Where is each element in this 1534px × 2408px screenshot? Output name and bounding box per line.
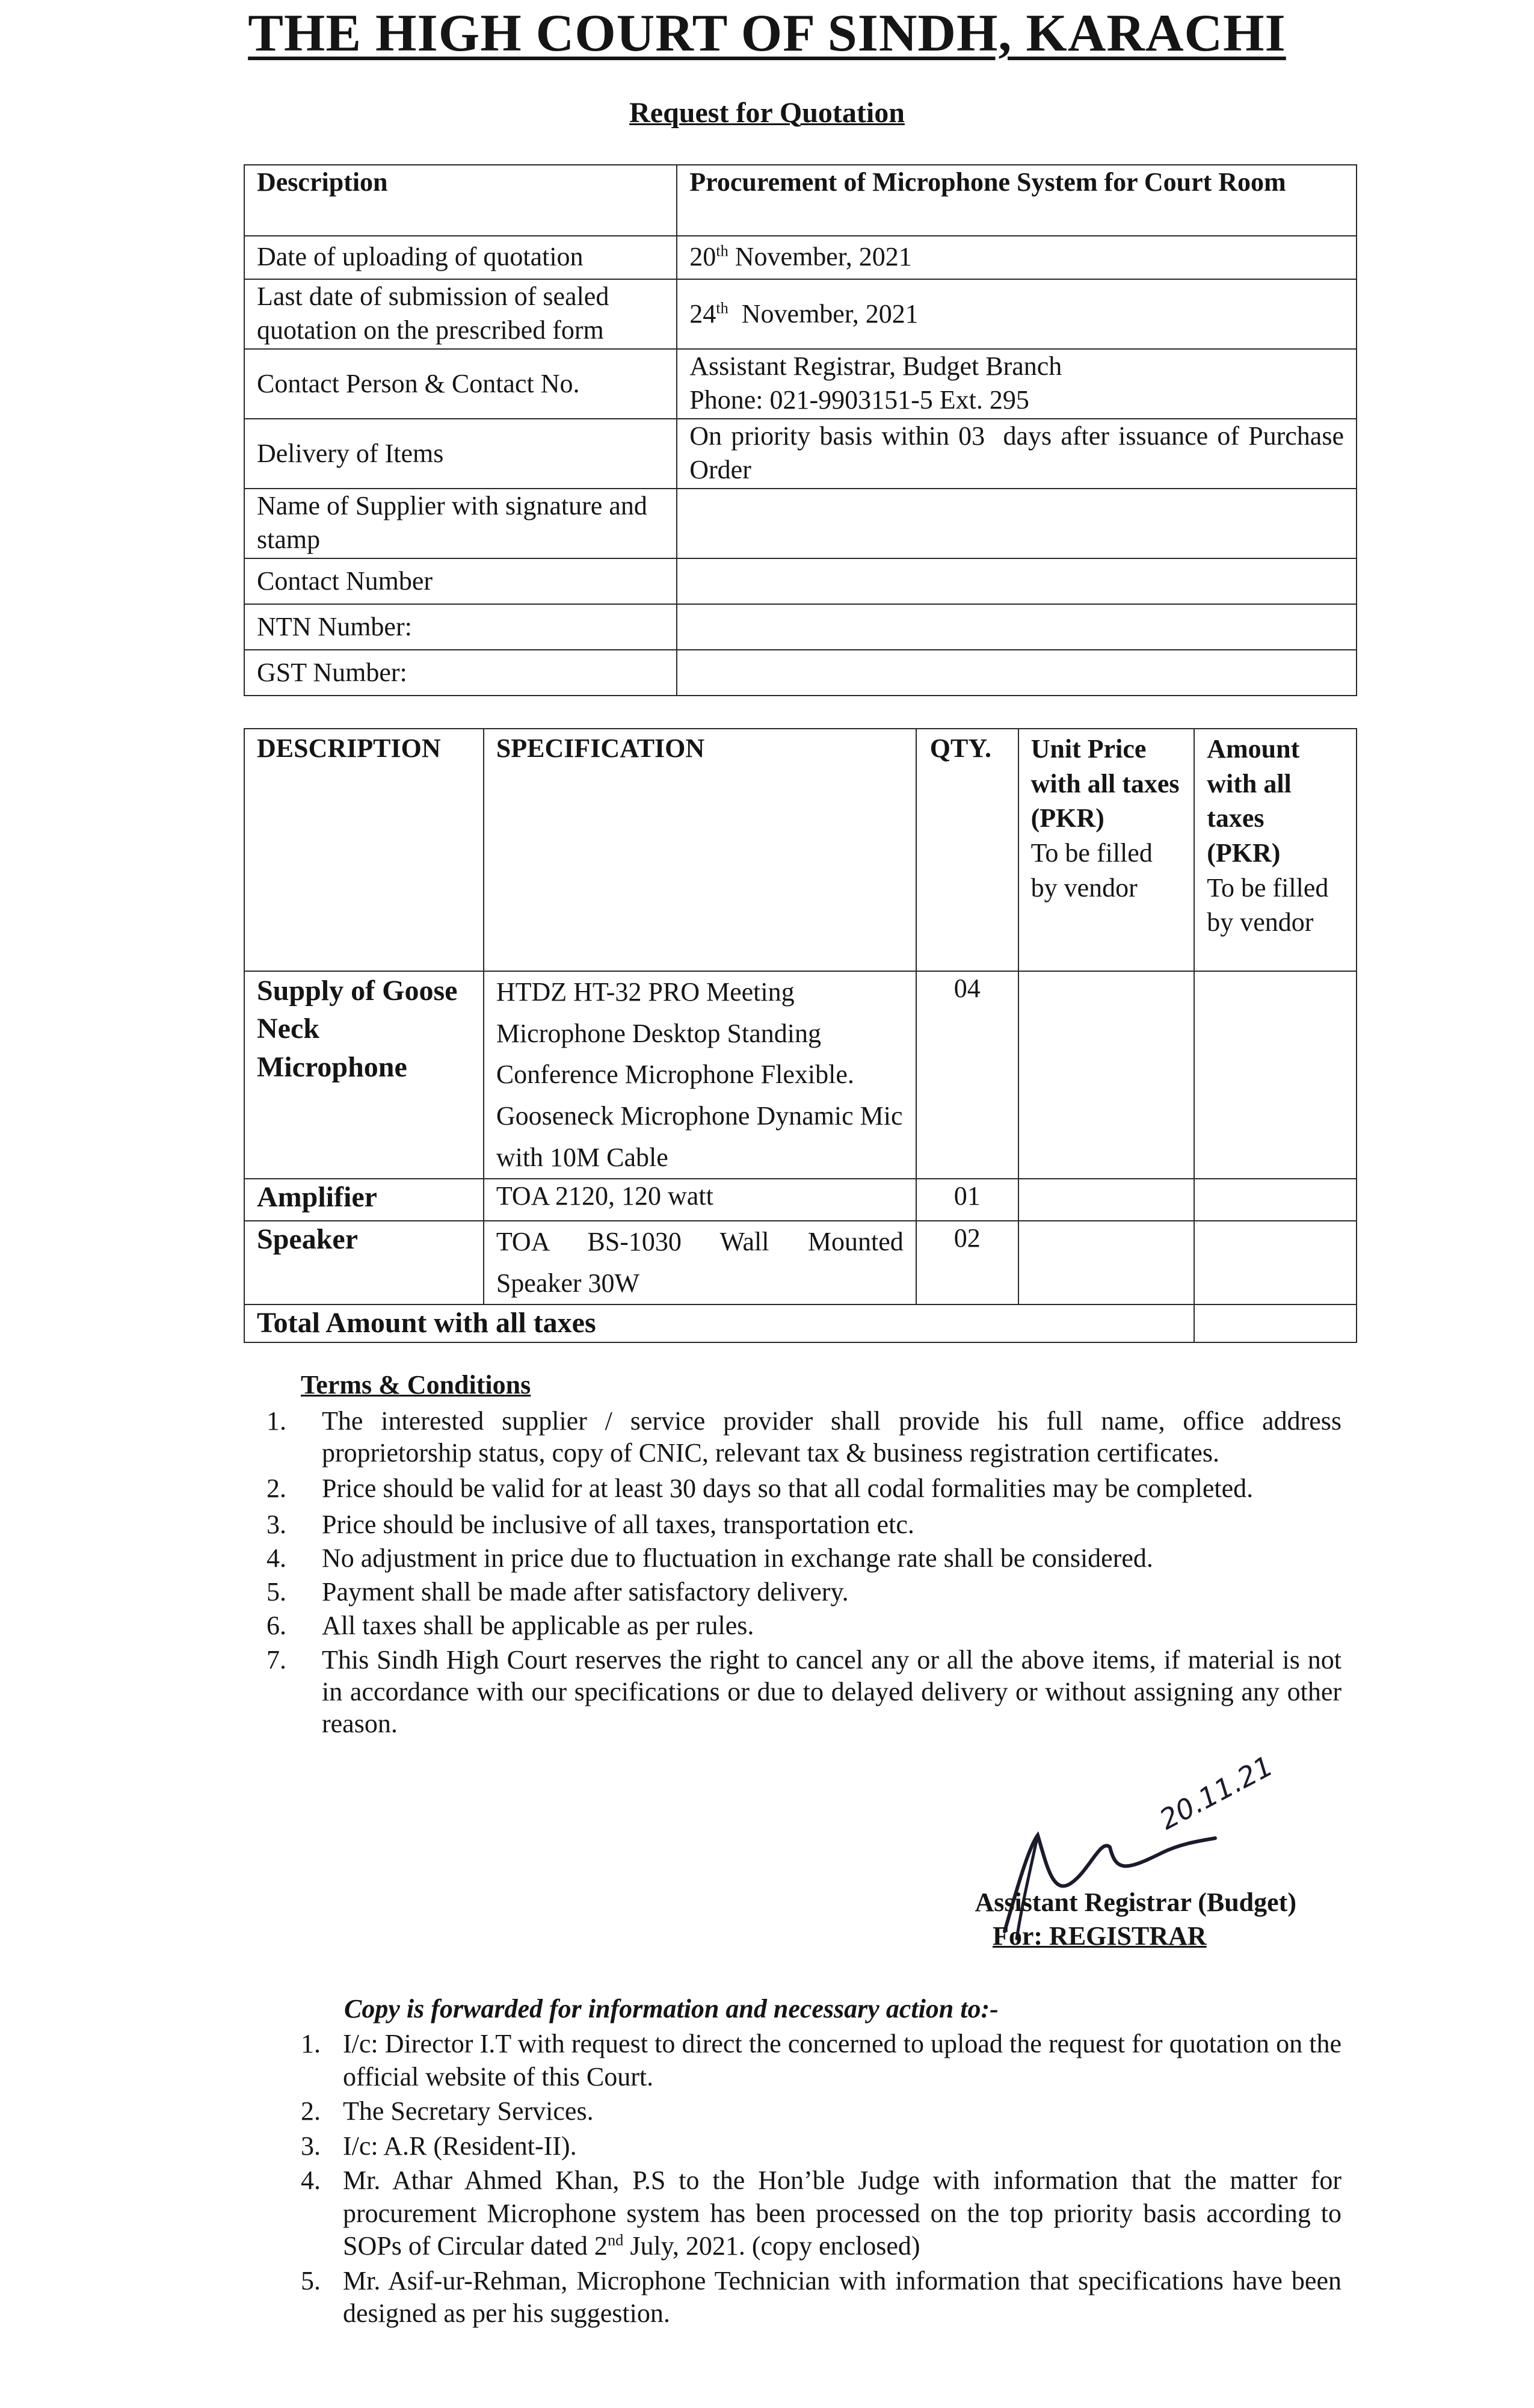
- table-row: [244, 650, 1357, 696]
- info-value-supplier-name[interactable]: [677, 489, 1357, 558]
- info-value-ntn[interactable]: [677, 604, 1357, 650]
- info-label-submission-date: Last date of submission of sealed quotation on the prescribed form: [244, 279, 677, 349]
- list-item: 2. The Secretary Services.: [301, 2096, 594, 2126]
- item-amount[interactable]: [1194, 1179, 1357, 1221]
- list-item: 4. No adjustment in price due to fluctuation in exchange rate shall be considered.: [266, 1543, 1153, 1573]
- info-value-description: Procurement of Microphone System for Court Room: [677, 165, 1357, 236]
- col-header-unit-price: Unit Price with all taxes (PKR) To be filled by vendor: [1018, 729, 1195, 971]
- info-value-contact-person: Assistant Registrar, Budget Branch Phone: 021-9903151-5 Ext. 295: [677, 349, 1357, 419]
- list-item: 1. The interested supplier / service provider shall provide his full name, office address proprietorship status, copy of CNIC, relevant tax & business registration certificates.: [266, 1406, 1341, 1468]
- item-unit-price[interactable]: [1018, 1221, 1195, 1304]
- col-header-description: DESCRIPTION: [244, 729, 484, 971]
- item-amount[interactable]: [1194, 971, 1357, 1179]
- table-row: [244, 1179, 1357, 1221]
- quotation-info-table: [244, 164, 1357, 696]
- info-label-contact-person: Contact Person & Contact No.: [244, 349, 677, 419]
- item-description: Amplifier: [244, 1179, 484, 1221]
- list-item: 1. I/c: Director I.T with request to direct the concerned to upload the request for quotation on the official website of this Court.: [301, 2029, 1341, 2092]
- item-amount[interactable]: [1194, 1221, 1357, 1304]
- list-item: 6. All taxes shall be applicable as per rules.: [266, 1611, 754, 1641]
- table-row: [244, 604, 1357, 650]
- table-row: [244, 165, 1357, 236]
- col-header-specification: SPECIFICATION: [484, 729, 916, 971]
- court-title: THE HIGH COURT OF SINDH, KARACHI: [248, 4, 1286, 63]
- terms-list: [266, 1405, 1341, 1740]
- item-unit-price[interactable]: [1018, 971, 1195, 1179]
- table-row: [244, 419, 1357, 489]
- info-label-supplier-name: Name of Supplier with signature and stamp: [244, 489, 677, 558]
- table-row: [244, 1221, 1357, 1304]
- table-row: [244, 971, 1357, 1179]
- item-qty: 02: [916, 1221, 1018, 1304]
- info-label-upload-date: Date of uploading of quotation: [244, 236, 677, 279]
- table-row: [244, 279, 1357, 349]
- list-item: 5. Payment shall be made after satisfactory delivery.: [266, 1577, 849, 1607]
- info-value-gst[interactable]: [677, 650, 1357, 696]
- item-description: Supply of Goose Neck Microphone: [244, 971, 484, 1179]
- info-value-contact-number[interactable]: [677, 558, 1357, 604]
- item-specification: TOA 2120, 120 watt: [484, 1179, 916, 1221]
- item-specification: TOA BS-1030 Wall Mounted Speaker 30W: [484, 1221, 916, 1304]
- info-label-contact-number: Contact Number: [244, 558, 677, 604]
- item-qty: 04: [916, 971, 1018, 1179]
- list-item: 7. This Sindh High Court reserves the right to cancel any or all the above items, if material is not in accordance with our specifications or due to delayed delivery or without assigning any other reason.: [266, 1644, 1341, 1739]
- info-label-ntn: NTN Number:: [244, 604, 677, 650]
- table-header-row: [244, 729, 1357, 971]
- info-label-gst: GST Number:: [244, 650, 677, 696]
- item-unit-price[interactable]: [1018, 1179, 1195, 1221]
- document-subtitle: Request for Quotation: [629, 97, 905, 129]
- items-table: [244, 728, 1357, 1343]
- list-item: 3. Price should be inclusive of all taxes, transportation etc.: [266, 1509, 914, 1539]
- table-row: [244, 236, 1357, 279]
- item-description: Speaker: [244, 1221, 484, 1304]
- terms-heading: Terms & Conditions: [301, 1370, 531, 1400]
- table-row: [244, 558, 1357, 604]
- info-value-submission-date: 24th November, 2021: [677, 279, 1357, 349]
- list-item: 4. Mr. Athar Ahmed Khan, P.S to the Hon’ble Judge with information that the matter for procurement Microphone system has been processed on the top priority basis according to SOPs of Circular dated 2nd July, 2021. (copy enclosed): [301, 2166, 1341, 2261]
- col-header-qty: QTY.: [916, 729, 1018, 971]
- signatory-for-line: For: REGISTRAR: [993, 1921, 1207, 1951]
- copy-forward-list: [301, 2028, 1341, 2330]
- table-row: [244, 489, 1357, 558]
- signature-date: 20.11.21: [1154, 1749, 1278, 1836]
- total-amount[interactable]: [1194, 1304, 1357, 1342]
- total-label: Total Amount with all taxes: [244, 1304, 1194, 1342]
- list-item: 5. Mr. Asif-ur-Rehman, Microphone Technician with information that specifications have been designed as per his suggestion.: [301, 2265, 1341, 2329]
- list-item: 3. I/c: A.R (Resident-II).: [301, 2131, 577, 2161]
- item-specification: HTDZ HT-32 PRO Meeting Microphone Desktop Standing Conference Microphone Flexible. Gooseneck Microphone Dynamic Mic with 10M Cable: [484, 971, 916, 1179]
- info-label-description: Description: [244, 165, 677, 236]
- list-item: 2. Price should be valid for at least 30 days so that all codal formalities may be completed.: [266, 1474, 1254, 1504]
- table-row: [244, 349, 1357, 419]
- copy-forward-heading: Copy is forwarded for information and necessary action to:-: [344, 1994, 999, 2024]
- signatory-title: Assistant Registrar (Budget): [975, 1888, 1296, 1917]
- table-total-row: [244, 1304, 1357, 1342]
- info-value-delivery: On priority basis within 03 days after issuance of Purchase Order: [677, 419, 1357, 489]
- item-qty: 01: [916, 1179, 1018, 1221]
- col-header-amount: Amount with all taxes (PKR) To be filled by vendor: [1194, 729, 1357, 971]
- info-label-delivery: Delivery of Items: [244, 419, 677, 489]
- info-value-upload-date: 20th November, 2021: [677, 236, 1357, 279]
